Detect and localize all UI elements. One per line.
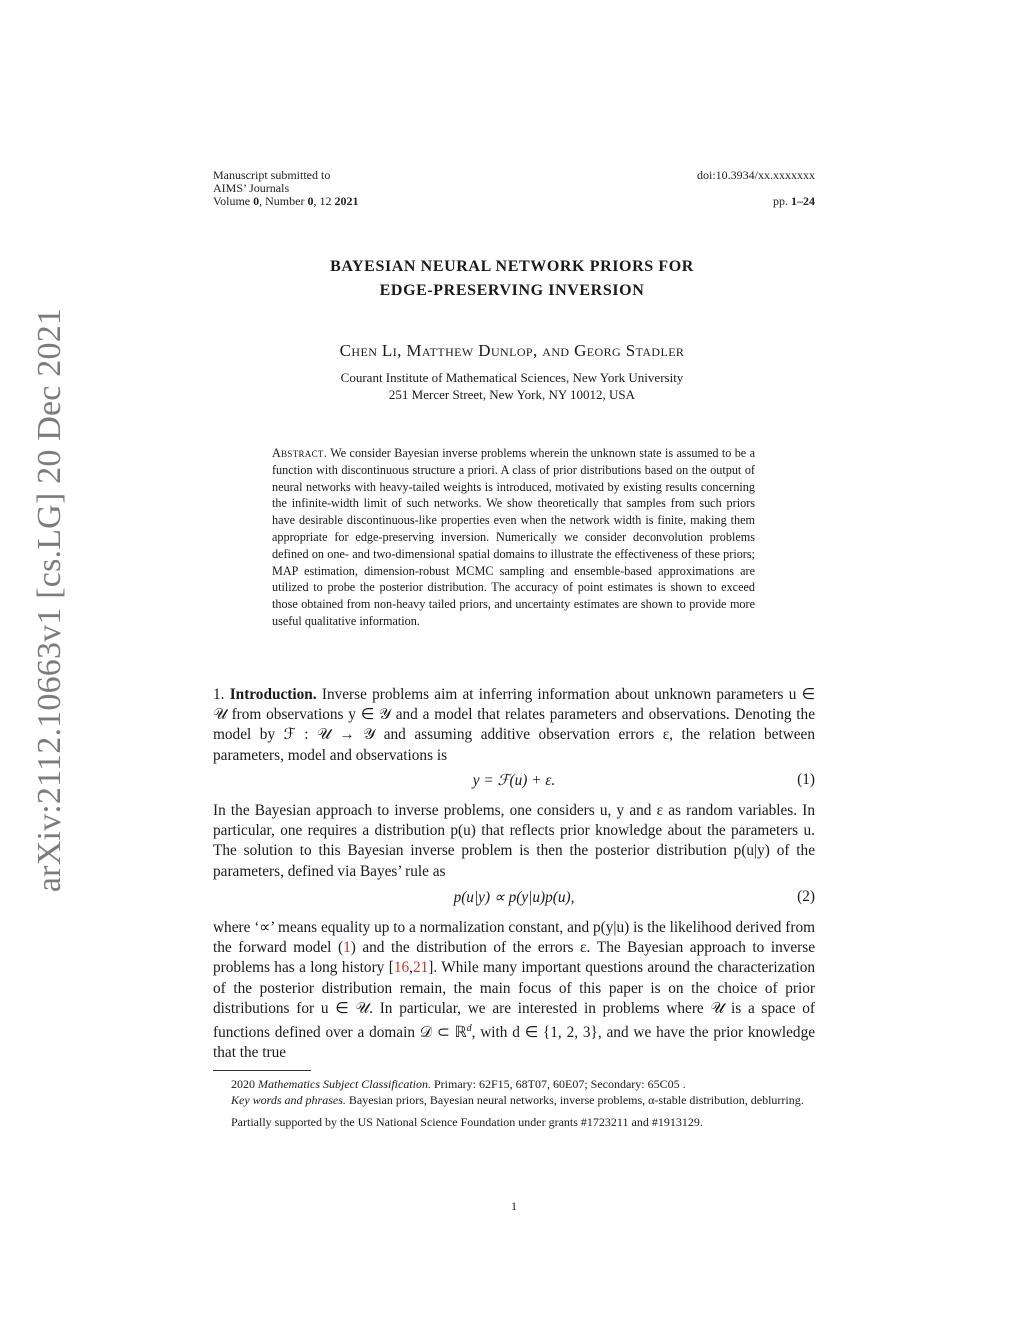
doi: doi:10.3934/xx.xxxxxxx <box>696 168 815 182</box>
volume-line: Volume 0, Number 0, 12 2021 <box>213 194 359 208</box>
citation-16[interactable]: 16 <box>393 959 410 977</box>
section-number: 1. <box>213 686 225 703</box>
keywords-footnote: Key words and phrases. Bayesian priors, Bayesian neural networks, inverse problems, α-stable distribution, deblurring. <box>231 1093 804 1107</box>
journal-line: AIMS’ Journals <box>213 181 290 195</box>
intro-paragraph-1 <box>213 685 815 766</box>
equation-1-number: (1) <box>797 771 815 788</box>
submitted-line: Manuscript submitted to <box>213 168 331 182</box>
intro-paragraph-3: where ‘∝’ means equality up to a normalization constant, and p(y|u) is the likelihood derived from the forward model (1) and the distribution of the errors ε. The Bayesian approach to inverse problems has a long history [16,21]. While many important questions around the characterization of the posterior distribution remain, the main focus of this paper is on the choice of prior distributions for u ∈ 𝒰. In particular, we are interested in problems where 𝒰 is a space of functions defined over a domain 𝒟 ⊂ ℝ$^d$, with d ∈ {1, 2, 3}, and we have the prior knowledge that the true <box>213 919 816 1062</box>
arxiv-identifier: arXiv:2112.10663v1 [cs.LG] 20 Dec 2021 <box>31 307 68 893</box>
abstract <box>272 445 755 630</box>
citation-21[interactable]: 21 <box>412 959 429 977</box>
funding-footnote: Partially supported by the US National Science Foundation under grants #1723211 and #1913129. <box>231 1115 703 1129</box>
intro-text-1: Inverse problems aim at inferring information about unknown parameters u ∈ 𝒰 from observations y ∈ 𝒴 and a model that relates parameters and observations. Denoting the model by ℱ : 𝒰 → 𝒴 and assuming additive observation errors ε, the relation between parameters, model and observations is <box>213 686 815 764</box>
equation-ref-1[interactable]: 1 <box>343 939 351 957</box>
footnotes <box>213 1076 815 1130</box>
equation-1 <box>213 771 815 793</box>
page-range: pp. 1–24 <box>773 194 815 208</box>
abstract-text: We consider Bayesian inverse problems wherein the unknown state is assumed to be a function with discontinuous structure a priori. A class of prior distributions based on the output of neural networks with heavy-tailed weights is introduced, motivated by existing results concerning the infinite-width limit of such networks. We show theoretically that samples from such priors have desirable discontinuous-like properties even when the network width is finite, making them appropriate for edge-preserving inversion. Numerically we consider deconvolution problems defined on one- and two-dimensional spatial domains to illustrate the effectiveness of these priors; MAP estimation, dimension-robust MCMC sampling and ensemble-based approximations are utilized to probe the posterior distribution. The accuracy of point estimates is shown to exceed those obtained from non-heavy tailed priors, and uncertainty estimates are shown to provide more useful qualitative information. <box>272 446 756 628</box>
journal-header <box>213 169 358 208</box>
author-list: Chen Li, Matthew Dunlop, and Georg Stadler <box>339 341 685 360</box>
msc-footnote: 2020 Mathematics Subject Classification. Primary: 62F15, 68T07, 60E07; Secondary: 65C05 . <box>231 1077 686 1091</box>
affiliation: Courant Institute of Mathematical Sciences, New York University 251 Mercer Street, New York, NY 10012, USA <box>340 370 684 402</box>
equation-2-number: (2) <box>797 888 815 905</box>
footnote-rule <box>213 1070 311 1071</box>
doi-header <box>697 169 815 208</box>
paper-title: BAYESIAN NEURAL NETWORK PRIORS FOR EDGE-PRESERVING INVERSION <box>330 258 694 299</box>
intro-paragraph-2: In the Bayesian approach to inverse problems, one considers u, y and ε as random variables. In particular, one requires a distribution p(u) that reflects prior knowledge about the parameters u. The solution to this Bayesian inverse problem is then the posterior distribution p(u|y) of the parameters, defined via Bayes’ rule as <box>213 802 815 880</box>
page-number: 1 <box>511 1199 517 1213</box>
abstract-label: Abstract. <box>272 446 328 460</box>
equation-2 <box>213 888 815 910</box>
equation-1-expr: y = ℱ(u) + ε. <box>472 772 556 789</box>
section-title: Introduction. <box>229 686 317 703</box>
equation-2-expr: p(u|y) ∝ p(y|u)p(u), <box>453 889 575 906</box>
